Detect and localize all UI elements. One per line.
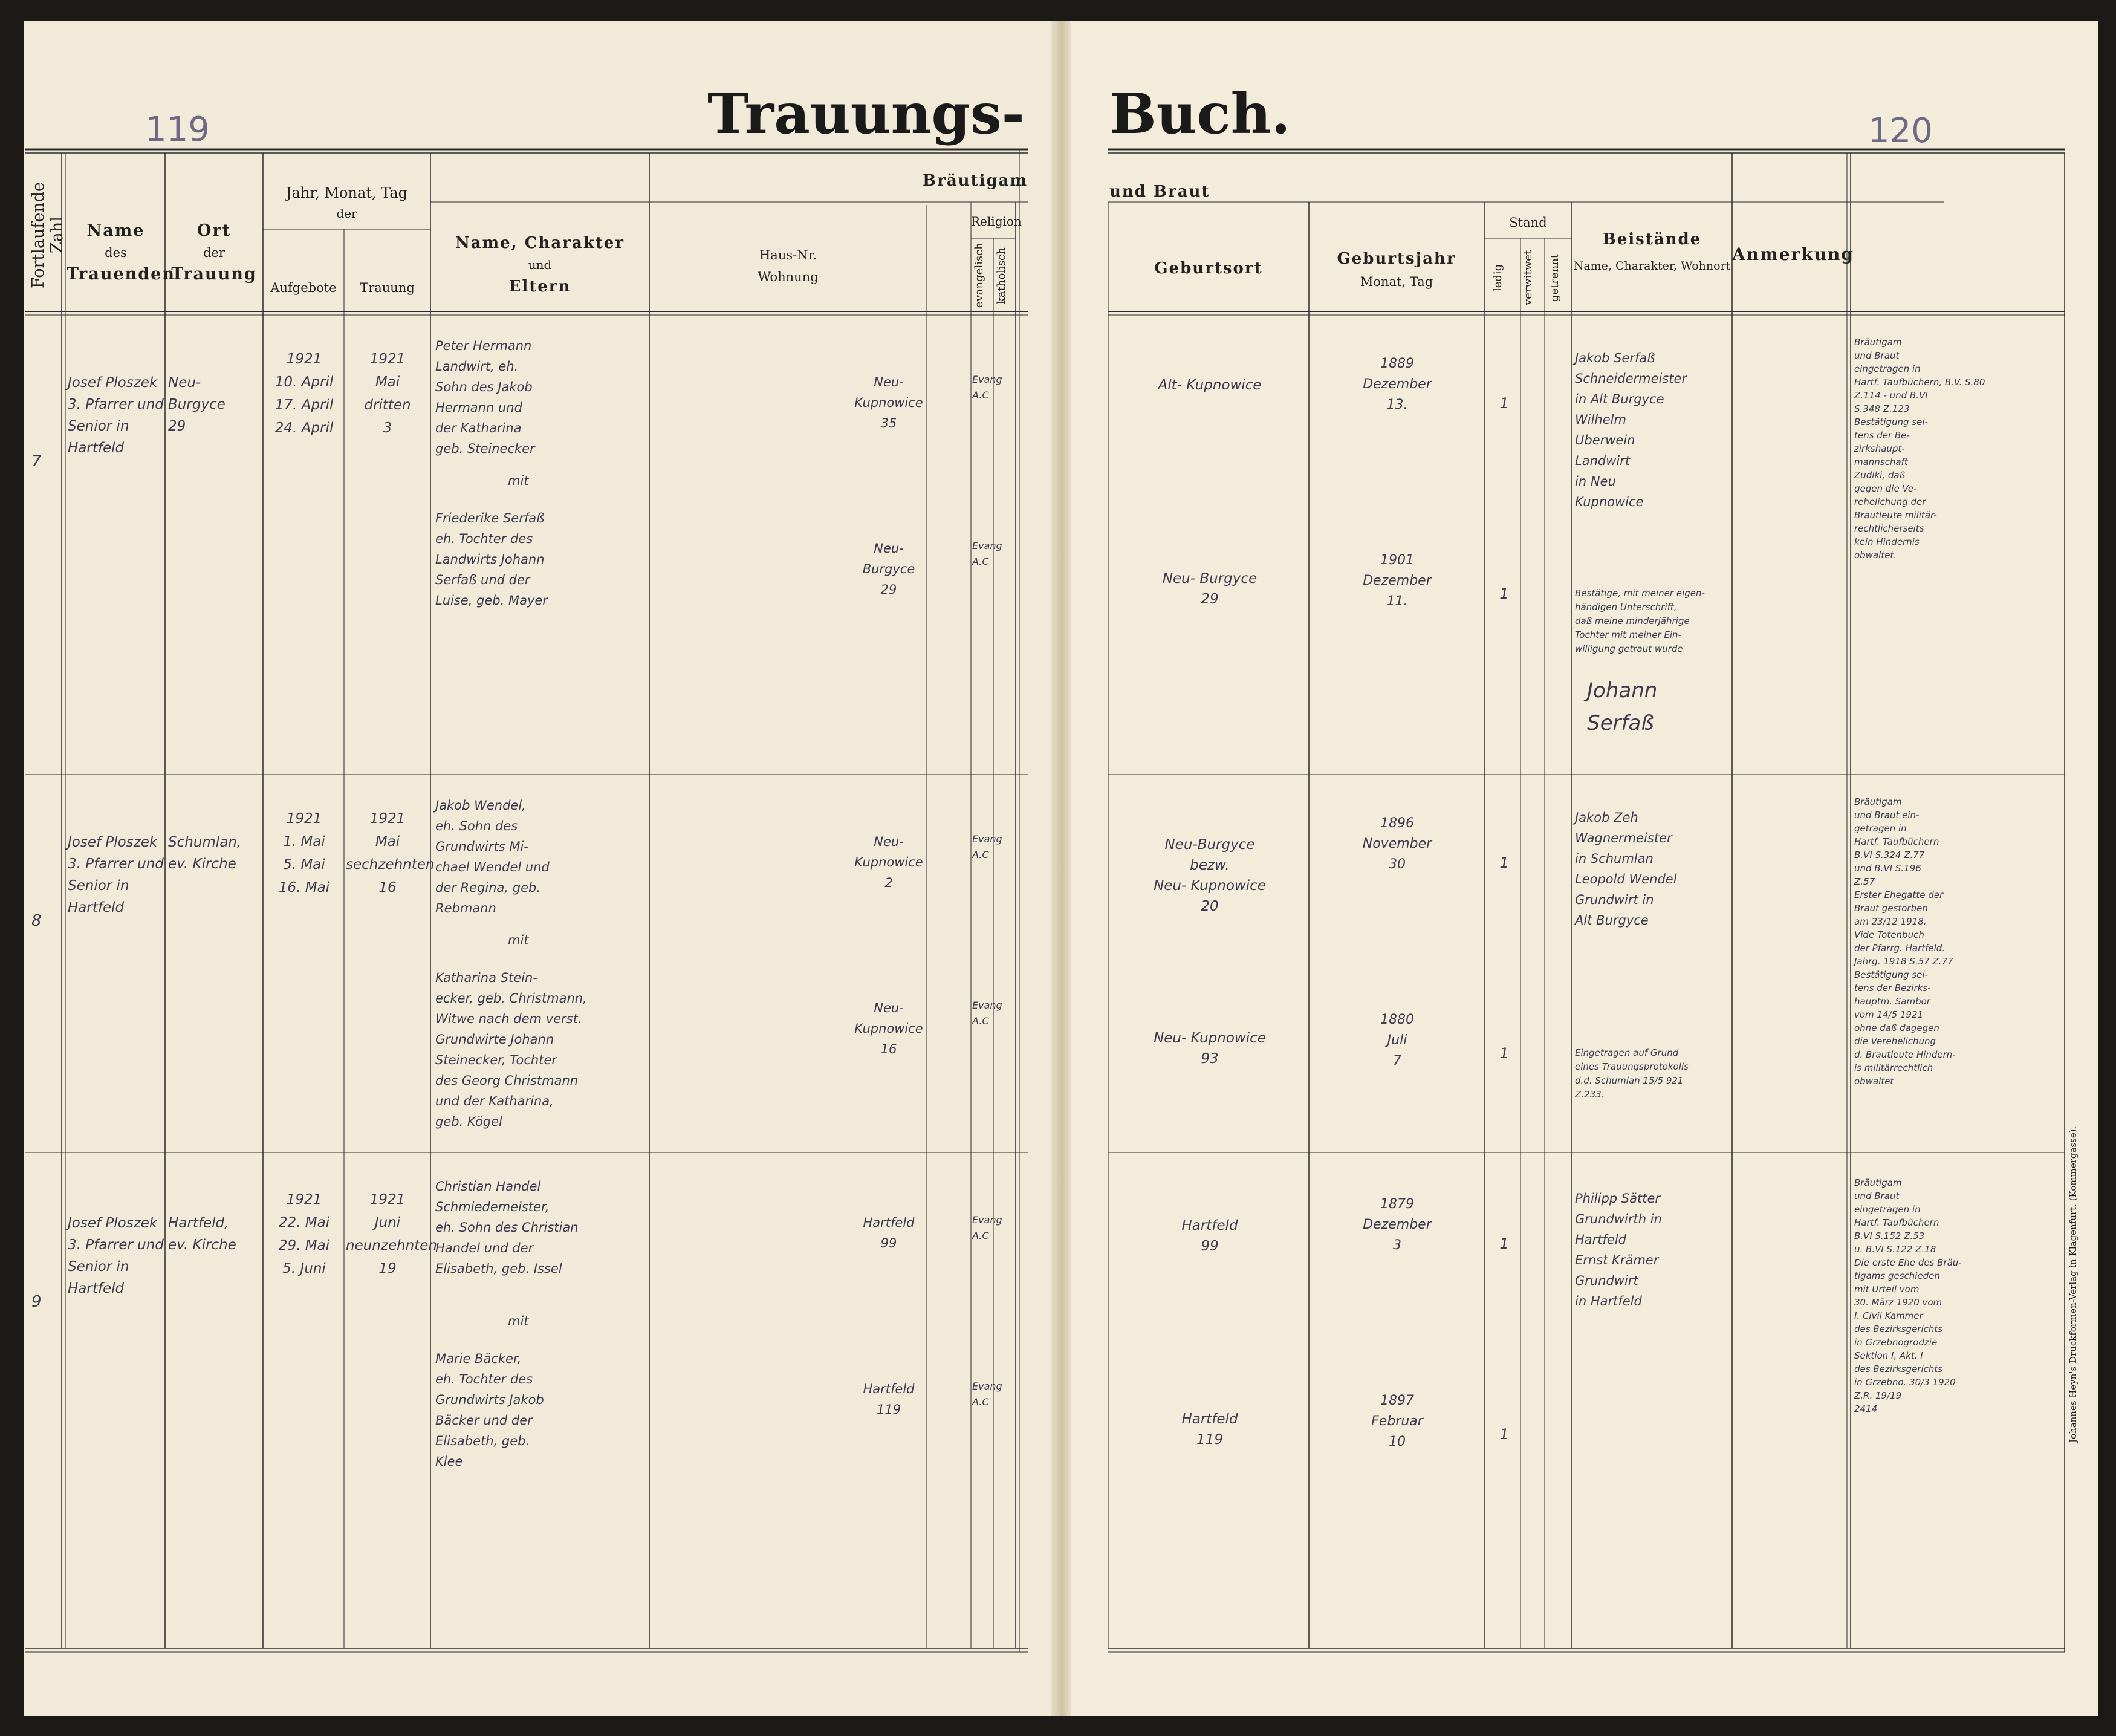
witnesses-cell: Philipp Sätter Grundwirth in Hartfeld Ernst Krämer Grundwirt in Hartfeld [1575, 1191, 1662, 1309]
header-ort-line1: Ort [196, 221, 232, 240]
header-name-charakter-line2: und [528, 258, 552, 272]
header-name-line2: des [105, 245, 127, 260]
officiant-cell: Josef Ploszek 3. Pfarrer und Senior in Hartfeld [68, 1215, 164, 1296]
bride-birthdate-cell: 1880 Juli 7 [1380, 1012, 1414, 1068]
header-und-braut: und Braut [1109, 183, 1210, 201]
bride-house-cell: Neu- Burgyce 29 [862, 541, 915, 597]
groom-details: Christian Handel Schmiedemeister, eh. Sohn des Christian Handel und der Elisabeth, geb. Issel [435, 1179, 579, 1276]
groom-details: Jakob Wendel, eh. Sohn des Grundwirts Mi- chael Wendel und der Regina, geb. Rebmann [435, 798, 550, 915]
header-aufgebote: Aufgebote [270, 281, 337, 295]
header-ort-line2: der [203, 245, 225, 260]
header-religion: Religion [971, 214, 1022, 229]
witness-note: Bestätige, mit meiner eigen- händigen Unterschrift, daß meine minderjährige Tochter mit meiner Ein- willigung getraut wurde [1575, 588, 1705, 654]
header-name-charakter-line1: Name, Charakter [455, 234, 625, 252]
place-cell: Schumlan, ev. Kirche [168, 834, 242, 872]
groom-house-cell: Neu- Kupnowice 2 [854, 834, 923, 890]
witness-note: Eingetragen auf Grund eines Trauungsprotokolls d.d. Schumlan 15/5 921 Z.233. [1575, 1047, 1689, 1100]
bride-birthdate-cell: 1897 Februar 10 [1371, 1393, 1423, 1449]
aufgebote-cell: 1921 10. April 17. April 24. April [274, 351, 334, 436]
header-beistaende [1572, 226, 1732, 279]
remark-cell: Bräutigam und Braut ein- getragen in Hartf. Taufbüchern B.VI S.324 Z.77 und B.VI S.196 Z.57 Erster Ehegatte der Braut gestorben am 23/12 1918. Vide Totenbuch der Pfarrg. Hartfeld. Jahrg. 1918 S.57 Z.77 Bestätigung sei- tens der Bezirks- hauptm. Sambor vom 14/5 1921 ohne daß dagegen die Verehelichung d. Brautleute Hindern- is militärrechtlich obwaltet [1854, 796, 1956, 1087]
mit-label: mit [508, 933, 529, 948]
header-date-group [263, 183, 430, 224]
header-name-line3: Trauenden [67, 265, 175, 284]
bride-stand-mark: 1 [1499, 1045, 1509, 1062]
header-name-line1: Name [86, 221, 145, 240]
place-cell: Hartfeld, ev. Kirche [168, 1215, 236, 1253]
header-haus-nr-line1: Haus-Nr. [759, 248, 817, 262]
entry-number: 7 [31, 452, 42, 470]
bride-house-cell: Neu- Kupnowice 16 [854, 1001, 923, 1056]
header-name-charakter-line3: Eltern [508, 278, 571, 296]
groom-house-cell: Neu- Kupnowice 35 [854, 375, 923, 431]
publisher-imprint: Johannes Heyn's Druckformen-Verlag in Klagenfurt. (Kommergasse). [2068, 1126, 2079, 1443]
mit-label: mit [508, 1314, 529, 1328]
groom-religion-cell: Evang A.C [972, 1214, 1002, 1241]
remark-cell: Bräutigam und Braut eingetragen in Hartf. Taufbüchern B.VI S.152 Z.53 u. B.VI S.122 Z.18 Die erste Ehe des Bräu- tigams geschieden mit Urteil vom 30. März 1920 vom I. Civil Kammer des Bezirksgerichts in Grzebnogrodzie Sektion I, Akt. I des Bezirksgerichts in Grzebno. 30/3 1920 Z.R. 19/19 2414 [1854, 1177, 1962, 1414]
groom-birthdate-cell: 1879 Dezember 3 [1363, 1197, 1432, 1253]
groom-birthplace-cell: Neu-Burgyce bezw. Neu- Kupnowice 20 [1154, 837, 1266, 914]
header-haus-nr-line2: Wohnung [758, 270, 819, 284]
header-ort [165, 220, 263, 285]
groom-birthplace-cell: Alt- Kupnowice [1158, 377, 1262, 393]
bride-stand-mark: 1 [1499, 1426, 1509, 1443]
bride-birthdate-cell: 1901 Dezember 11. [1363, 553, 1432, 609]
book-title-left: Trauungs- [707, 81, 1025, 146]
witnesses-cell: Jakob Zeh Wagnermeister in Schumlan Leopold Wendel Grundwirt in Alt Burgyce [1575, 810, 1677, 928]
father-signature: Johann Serfaß [1587, 678, 1658, 735]
remark-cell: Bräutigam und Braut eingetragen in Hartf. Taufbüchern, B.V. S.80 Z.114 - und B.VI S.348 Z.123 Bestätigung sei- tens der Be- zirkshaupt- mannschaft Zudlki, daß gegen die Ve- rehelichung der Brautleute militär- rechtlicherseits kein Hindernis obwaltet. [1854, 337, 1985, 561]
officiant-cell: Josef Ploszek 3. Pfarrer und Senior in Hartfeld [68, 375, 164, 456]
groom-birthplace-cell: Hartfeld 99 [1181, 1218, 1238, 1254]
entry-number: 8 [31, 912, 42, 930]
bride-details: Marie Bäcker, eh. Tochter des Grundwirts Jakob Bäcker und der Elisabeth, geb. Klee [435, 1351, 544, 1469]
left-page-number: 119 [145, 110, 210, 149]
bride-stand-mark: 1 [1499, 585, 1509, 602]
bride-details: Friederike Serfaß eh. Tochter des Landwirts Johann Serfaß und der Luise, geb. Mayer [435, 511, 548, 608]
groom-details: Peter Hermann Landwirt, eh. Sohn des Jakob Hermann und der Katharina geb. Steinecker [435, 339, 535, 456]
officiant-cell: Josef Ploszek 3. Pfarrer und Senior in Hartfeld [68, 834, 164, 915]
header-getrennt: getrennt [1548, 253, 1561, 302]
groom-stand-mark: 1 [1499, 1235, 1509, 1252]
header-braeutigam: Bräutigam [923, 172, 1028, 190]
trauung-cell: 1921 Mai dritten 3 [364, 351, 411, 436]
bride-details: Katharina Stein- ecker, geb. Christmann, Witwe nach dem verst. Grundwirte Johann Steinecker, Tochter des Georg Christmann und der Katharina, geb. Kögel [435, 970, 587, 1129]
bride-religion-cell: Evang A.C [972, 1380, 1002, 1408]
bride-birthplace-cell: Hartfeld 119 [1181, 1411, 1238, 1448]
book-gutter [1051, 21, 1071, 1716]
header-stand: Stand [1509, 215, 1547, 230]
header-date-group-line1: Jahr, Monat, Tag [286, 184, 407, 201]
header-beistaende-line1: Beistände [1602, 230, 1702, 249]
groom-birthdate-cell: 1889 Dezember 13. [1363, 356, 1432, 412]
bride-house-cell: Hartfeld 119 [863, 1382, 915, 1417]
header-geburtsort: Geburtsort [1154, 259, 1263, 278]
aufgebote-cell: 1921 1. Mai 5. Mai 16. Mai [278, 811, 330, 896]
header-haus-nr [649, 244, 927, 288]
witnesses-cell: Jakob Serfaß Schneidermeister in Alt Burgyce Wilhelm Uberwein Landwirt in Neu Kupnowice [1575, 351, 1687, 509]
mit-label: mit [508, 473, 529, 488]
groom-stand-mark: 1 [1499, 395, 1509, 412]
groom-religion-cell: Evang A.C [972, 374, 1002, 401]
header-ledig: ledig [1491, 264, 1504, 291]
groom-birthdate-cell: 1896 November 30 [1362, 816, 1432, 872]
bride-religion-cell: Evang A.C [972, 540, 1002, 567]
bride-religion-cell: Evang A.C [972, 1000, 1002, 1027]
header-date-group-line2: der [336, 206, 357, 221]
header-trauung: Trauung [360, 281, 415, 295]
header-geburtsjahr-line2: Monat, Tag [1360, 275, 1433, 289]
header-evangelisch: evangelisch [973, 242, 985, 308]
aufgebote-cell: 1921 22. Mai 29. Mai 5. Juni [278, 1192, 330, 1276]
header-katholisch: katholisch [995, 247, 1008, 305]
trauung-cell: 1921 Juni neunzehnten 19 [346, 1192, 438, 1276]
right-page-number: 120 [1868, 111, 1933, 151]
header-ort-line3: Trauung [171, 265, 257, 284]
groom-stand-mark: 1 [1499, 854, 1509, 871]
header-verwitwet: verwitwet [1522, 250, 1534, 305]
header-fortlaufende: Fortlaufende Zahl [29, 182, 67, 289]
header-beistaende-line2: Name, Charakter, Wohnort [1573, 259, 1731, 273]
trauung-cell: 1921 Mai sechzehnten 16 [346, 811, 435, 896]
header-name-charakter [430, 232, 649, 297]
book-title-right: Buch. [1109, 81, 1291, 146]
header-name [67, 220, 175, 285]
groom-house-cell: Hartfeld 99 [863, 1215, 915, 1250]
place-cell: Neu- Burgyce 29 [168, 375, 226, 434]
header-geburtsjahr [1309, 247, 1484, 293]
header-anmerkung: Anmerkung [1732, 244, 1854, 264]
groom-religion-cell: Evang A.C [972, 833, 1002, 860]
header-geburtsjahr-line1: Geburtsjahr [1337, 250, 1456, 268]
bride-birthplace-cell: Neu- Burgyce 29 [1162, 571, 1258, 607]
bride-birthplace-cell: Neu- Kupnowice 93 [1154, 1030, 1266, 1067]
entry-number: 9 [31, 1293, 42, 1311]
